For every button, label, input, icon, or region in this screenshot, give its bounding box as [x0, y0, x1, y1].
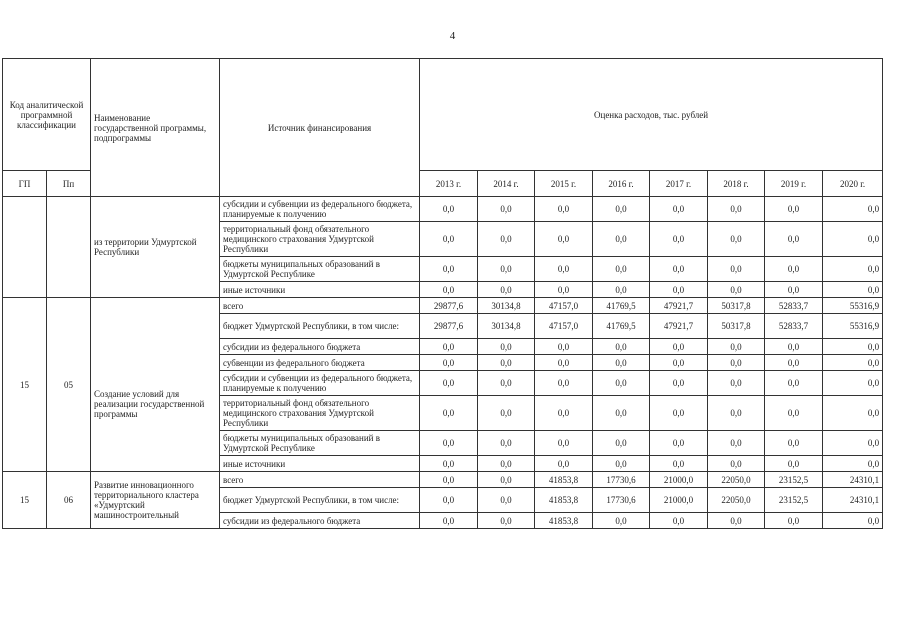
value-cell: 22050,0	[708, 488, 765, 513]
value-cell: 0,0	[478, 396, 535, 431]
funding-source: иные источники	[220, 282, 420, 298]
value-cell: 0,0	[478, 431, 535, 456]
header-row	[3, 59, 883, 171]
program-name: из территории Удмуртской Республики	[91, 197, 220, 298]
value-cell: 0,0	[593, 396, 650, 431]
year-header: 2014 г.	[478, 171, 535, 197]
pp-code: 06	[47, 472, 91, 529]
funding-source: иные источники	[220, 456, 420, 472]
value-cell: 0,0	[478, 222, 535, 257]
funding-source: территориальный фонд обязательного медицинского страхования Удмуртской Республики	[220, 396, 420, 431]
value-cell: 0,0	[708, 339, 765, 355]
value-cell: 0,0	[823, 456, 883, 472]
value-cell: 0,0	[765, 431, 823, 456]
value-cell: 0,0	[708, 355, 765, 371]
value-cell: 0,0	[593, 222, 650, 257]
value-cell: 0,0	[535, 371, 593, 396]
value-cell: 30134,8	[478, 314, 535, 339]
value-cell: 0,0	[708, 197, 765, 222]
value-cell: 0,0	[420, 472, 478, 488]
funding-source: субсидии и субвенции из федерального бюджета, планируемые к получению	[220, 197, 420, 222]
value-cell: 0,0	[478, 488, 535, 513]
value-cell: 0,0	[823, 355, 883, 371]
value-cell: 0,0	[420, 488, 478, 513]
value-cell: 0,0	[593, 339, 650, 355]
value-cell: 0,0	[420, 431, 478, 456]
value-cell: 55316,9	[823, 298, 883, 314]
value-cell: 0,0	[708, 222, 765, 257]
value-cell: 0,0	[823, 371, 883, 396]
pp-code	[47, 197, 91, 298]
value-cell: 0,0	[650, 282, 708, 298]
value-cell: 0,0	[478, 456, 535, 472]
value-cell: 0,0	[765, 339, 823, 355]
value-cell: 0,0	[823, 282, 883, 298]
value-cell: 17730,6	[593, 472, 650, 488]
value-cell: 0,0	[650, 371, 708, 396]
value-cell: 0,0	[535, 396, 593, 431]
value-cell: 0,0	[478, 513, 535, 529]
value-cell: 0,0	[823, 257, 883, 282]
value-cell: 0,0	[823, 339, 883, 355]
value-cell: 47157,0	[535, 298, 593, 314]
value-cell: 21000,0	[650, 488, 708, 513]
value-cell: 0,0	[765, 513, 823, 529]
value-cell: 0,0	[420, 355, 478, 371]
value-cell: 0,0	[650, 339, 708, 355]
name-header: Наименование государственной программы, подпрограммы	[91, 59, 220, 197]
page-number: 4	[449, 30, 456, 42]
table-row	[3, 472, 883, 488]
value-cell: 0,0	[650, 431, 708, 456]
year-header: 2016 г.	[593, 171, 650, 197]
value-cell: 0,0	[650, 396, 708, 431]
value-cell: 0,0	[650, 197, 708, 222]
value-cell: 0,0	[535, 222, 593, 257]
funding-source: бюджет Удмуртской Республики, в том числе:	[220, 488, 420, 513]
value-cell: 0,0	[650, 222, 708, 257]
value-cell: 0,0	[823, 197, 883, 222]
value-cell: 21000,0	[650, 472, 708, 488]
value-cell: 41853,8	[535, 472, 593, 488]
value-cell: 0,0	[593, 197, 650, 222]
value-cell: 0,0	[708, 257, 765, 282]
value-cell: 0,0	[708, 431, 765, 456]
value-cell: 0,0	[708, 282, 765, 298]
value-cell: 23152,5	[765, 472, 823, 488]
budget-table	[2, 58, 883, 529]
program-name: Создание условий для реализации государственной программы	[91, 298, 220, 472]
value-cell: 0,0	[650, 355, 708, 371]
value-cell: 0,0	[420, 222, 478, 257]
value-cell: 23152,5	[765, 488, 823, 513]
funding-source: всего	[220, 472, 420, 488]
value-cell: 47921,7	[650, 298, 708, 314]
value-cell: 0,0	[420, 513, 478, 529]
value-cell: 0,0	[535, 355, 593, 371]
value-cell: 0,0	[650, 513, 708, 529]
value-cell: 0,0	[535, 257, 593, 282]
value-cell: 0,0	[478, 257, 535, 282]
pp-code: 05	[47, 298, 91, 472]
value-cell: 0,0	[823, 222, 883, 257]
source-header: Источник финансирования	[220, 59, 420, 197]
value-cell: 0,0	[593, 431, 650, 456]
value-cell: 0,0	[708, 513, 765, 529]
value-cell: 0,0	[420, 339, 478, 355]
value-cell: 0,0	[535, 339, 593, 355]
value-cell: 0,0	[535, 197, 593, 222]
value-cell: 50317,8	[708, 314, 765, 339]
value-cell: 0,0	[708, 396, 765, 431]
value-cell: 0,0	[650, 257, 708, 282]
value-cell: 0,0	[420, 456, 478, 472]
value-cell: 0,0	[420, 396, 478, 431]
table-row	[3, 197, 883, 222]
value-cell: 0,0	[478, 197, 535, 222]
value-cell: 50317,8	[708, 298, 765, 314]
funding-source: субсидии из федерального бюджета	[220, 339, 420, 355]
value-cell: 0,0	[765, 396, 823, 431]
value-cell: 0,0	[535, 456, 593, 472]
funding-source: территориальный фонд обязательного медицинского страхования Удмуртской Республики	[220, 222, 420, 257]
value-cell: 0,0	[420, 371, 478, 396]
value-cell: 55316,9	[823, 314, 883, 339]
funding-source: бюджет Удмуртской Республики, в том числе:	[220, 314, 420, 339]
gp-code: 15	[3, 298, 47, 472]
year-header: 2019 г.	[765, 171, 823, 197]
value-cell: 0,0	[420, 197, 478, 222]
value-cell: 0,0	[593, 513, 650, 529]
value-cell: 41853,8	[535, 488, 593, 513]
year-header: 2013 г.	[420, 171, 478, 197]
value-cell: 41769,5	[593, 314, 650, 339]
program-name: Развитие инновационного территориального кластера «Удмуртский машиностроительный	[91, 472, 220, 529]
year-header: 2018 г.	[708, 171, 765, 197]
value-cell: 41769,5	[593, 298, 650, 314]
funding-source: бюджеты муниципальных образований в Удмуртской Республике	[220, 431, 420, 456]
code-header: Код аналитической программной классификации	[3, 59, 91, 171]
value-cell: 0,0	[765, 282, 823, 298]
year-header: 2015 г.	[535, 171, 593, 197]
value-cell: 0,0	[765, 371, 823, 396]
funding-source: бюджеты муниципальных образований в Удмуртской Республике	[220, 257, 420, 282]
value-cell: 0,0	[478, 339, 535, 355]
funding-source: субвенции из федерального бюджета	[220, 355, 420, 371]
value-cell: 0,0	[708, 456, 765, 472]
value-cell: 0,0	[535, 282, 593, 298]
value-cell: 0,0	[765, 355, 823, 371]
value-cell: 0,0	[823, 513, 883, 529]
value-cell: 17730,6	[593, 488, 650, 513]
value-cell: 0,0	[593, 282, 650, 298]
value-cell: 0,0	[650, 456, 708, 472]
value-cell: 0,0	[593, 456, 650, 472]
value-cell: 0,0	[478, 355, 535, 371]
value-cell: 47157,0	[535, 314, 593, 339]
value-cell: 29877,6	[420, 298, 478, 314]
value-cell: 0,0	[593, 257, 650, 282]
value-cell: 0,0	[765, 257, 823, 282]
pp-header: Пп	[47, 171, 91, 197]
value-cell: 22050,0	[708, 472, 765, 488]
value-cell: 0,0	[823, 431, 883, 456]
gp-header: ГП	[3, 171, 47, 197]
value-cell: 0,0	[593, 355, 650, 371]
funding-source: всего	[220, 298, 420, 314]
value-cell: 0,0	[478, 282, 535, 298]
year-header: 2020 г.	[823, 171, 883, 197]
estimate-header: Оценка расходов, тыс. рублей	[420, 59, 883, 171]
value-cell: 24310,1	[823, 472, 883, 488]
value-cell: 0,0	[765, 197, 823, 222]
value-cell: 47921,7	[650, 314, 708, 339]
value-cell: 0,0	[593, 371, 650, 396]
value-cell: 52833,7	[765, 314, 823, 339]
funding-source: субсидии из федерального бюджета	[220, 513, 420, 529]
year-header: 2017 г.	[650, 171, 708, 197]
funding-source: субсидии и субвенции из федерального бюджета, планируемые к получению	[220, 371, 420, 396]
value-cell: 30134,8	[478, 298, 535, 314]
value-cell: 0,0	[478, 371, 535, 396]
table-row	[3, 298, 883, 314]
value-cell: 0,0	[765, 222, 823, 257]
value-cell: 29877,6	[420, 314, 478, 339]
value-cell: 52833,7	[765, 298, 823, 314]
value-cell: 41853,8	[535, 513, 593, 529]
value-cell: 0,0	[535, 431, 593, 456]
value-cell: 0,0	[708, 371, 765, 396]
value-cell: 0,0	[478, 472, 535, 488]
gp-code: 15	[3, 472, 47, 529]
gp-code	[3, 197, 47, 298]
value-cell: 0,0	[823, 396, 883, 431]
value-cell: 0,0	[420, 282, 478, 298]
value-cell: 0,0	[765, 456, 823, 472]
value-cell: 0,0	[420, 257, 478, 282]
value-cell: 24310,1	[823, 488, 883, 513]
table-body	[3, 197, 883, 529]
